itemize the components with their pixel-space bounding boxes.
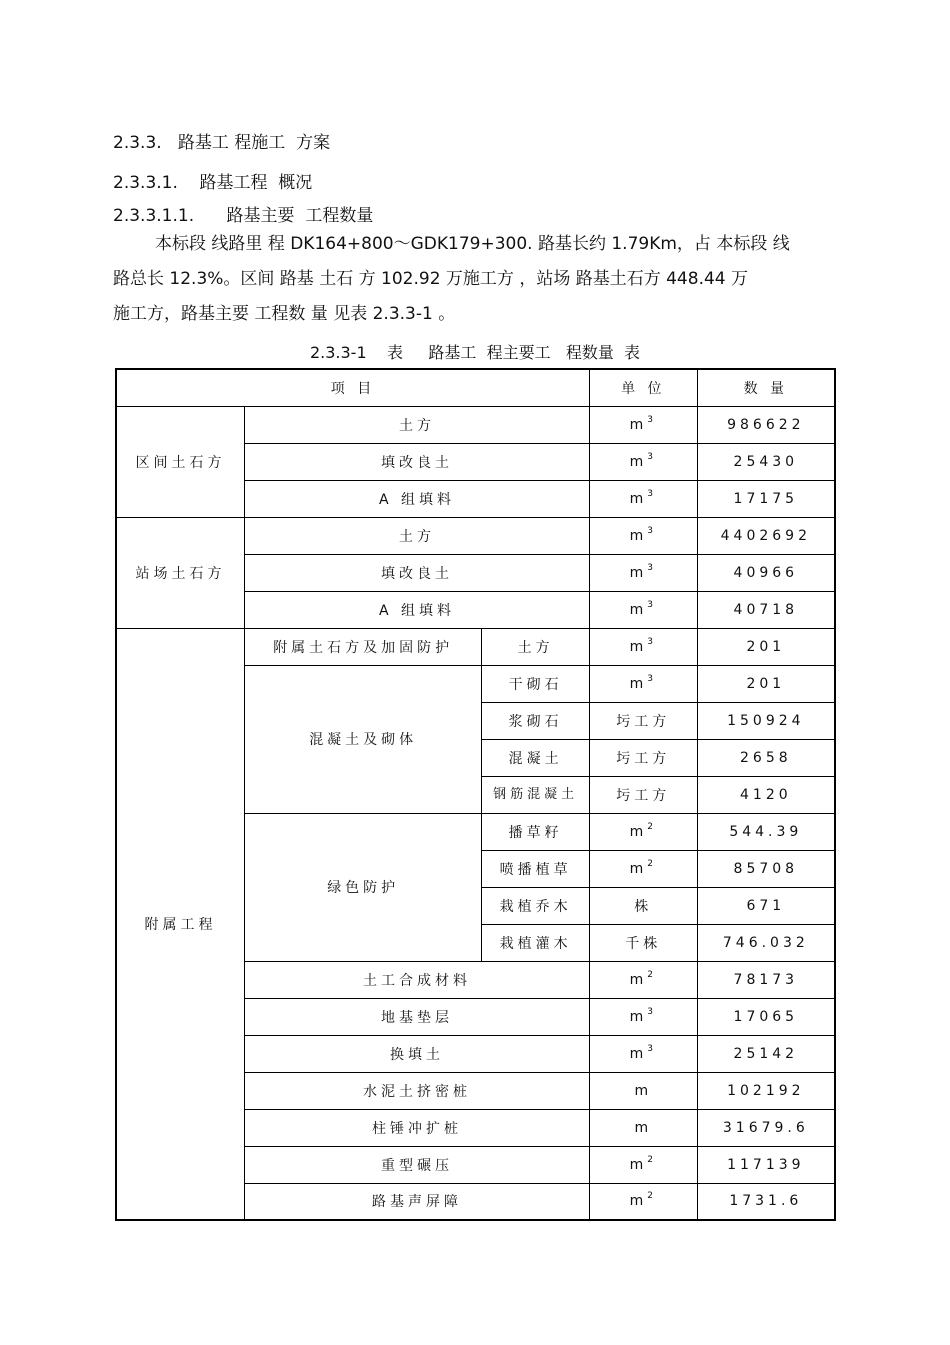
row-unit: $m^3$: [589, 628, 697, 665]
row-qty: 1731.6: [697, 1183, 835, 1220]
header-item: 项 目: [116, 369, 589, 406]
row-name: 干砌石: [482, 665, 590, 702]
row-unit: $m^3$: [589, 998, 697, 1035]
quantity-table: [115, 368, 836, 1221]
row-qty: 201: [697, 665, 835, 702]
group-fushu: 附属工程: [116, 628, 245, 1220]
row-name: 土工合成材料: [245, 961, 590, 998]
row-name: 柱锤冲扩桩: [245, 1109, 590, 1146]
row-name: 土方: [245, 517, 590, 554]
row-name: 填改良土: [245, 554, 590, 591]
row-qty: 17175: [697, 480, 835, 517]
table-header-row: [116, 369, 835, 406]
row-qty: 78173: [697, 961, 835, 998]
row-unit: $m^2$: [589, 850, 697, 887]
row-name: 喷播植草: [482, 850, 590, 887]
row-unit: 千株: [589, 924, 697, 961]
row-qty: 31679.6: [697, 1109, 835, 1146]
row-unit: $m^3$: [589, 406, 697, 443]
paragraph-line: 施工方，路基主要 工程数 量 见表 2.3.3-1 。: [113, 304, 456, 324]
heading-2-3-3-1-1: 2.3.3.1.1. 路基主要 工程数量: [113, 206, 374, 226]
row-name: 混凝土: [482, 739, 590, 776]
row-name: 栽植乔木: [482, 887, 590, 924]
subgroup-fushu-tushi: 附属土石方及加固防护: [245, 628, 482, 665]
row-unit: $m^3$: [589, 443, 697, 480]
row-name: 换填土: [245, 1035, 590, 1072]
group-zhanchang: 站场土石方: [116, 517, 245, 628]
row-unit: 圬工方: [589, 776, 697, 813]
row-qty: 25142: [697, 1035, 835, 1072]
row-qty: 4402692: [697, 517, 835, 554]
row-name: 水泥土挤密桩: [245, 1072, 590, 1109]
row-qty: 102192: [697, 1072, 835, 1109]
row-qty: 201: [697, 628, 835, 665]
row-unit: $m^3$: [589, 480, 697, 517]
table-row: [116, 517, 835, 554]
row-qty: 671: [697, 887, 835, 924]
row-name: 路基声屏障: [245, 1183, 590, 1220]
header-unit: 单 位: [589, 369, 697, 406]
row-qty: 85708: [697, 850, 835, 887]
row-unit: 圬工方: [589, 739, 697, 776]
row-unit: $m^2$: [589, 1146, 697, 1183]
row-unit: m: [589, 1072, 697, 1109]
row-name: A 组填料: [245, 591, 590, 628]
row-name: 栽植灌木: [482, 924, 590, 961]
row-unit: $m^3$: [589, 517, 697, 554]
row-qty: 40718: [697, 591, 835, 628]
heading-2-3-3: 2.3.3. 路基工 程施工 方案: [113, 133, 331, 153]
table-caption: 2.3.3-1 表 路基工 程主要工 程数量 表: [309, 343, 641, 362]
row-name: 填改良土: [245, 443, 590, 480]
heading-2-3-3-1: 2.3.3.1. 路基工程 概况: [113, 173, 313, 193]
row-qty: 544.39: [697, 813, 835, 850]
row-qty: 117139: [697, 1146, 835, 1183]
row-unit: $m^3$: [589, 554, 697, 591]
row-name: 土方: [245, 406, 590, 443]
row-unit: $m^3$: [589, 665, 697, 702]
header-qty: 数 量: [697, 369, 835, 406]
subgroup-hunningtu: 混凝土及砌体: [245, 665, 482, 813]
row-unit: m: [589, 1109, 697, 1146]
row-name: 钢筋混凝土: [482, 776, 590, 813]
table-row: [116, 406, 835, 443]
row-qty: 17065: [697, 998, 835, 1035]
row-unit: $m^3$: [589, 591, 697, 628]
paragraph-line: 路总长 12.3%。区间 路基 土石 方 102.92 万施工方 ，站场 路基土石方 448.44 万: [113, 269, 749, 289]
row-unit: 株: [589, 887, 697, 924]
row-name: 浆砌石: [482, 702, 590, 739]
group-qujian: 区间土石方: [116, 406, 245, 517]
row-qty: 746.032: [697, 924, 835, 961]
row-unit: $m^2$: [589, 961, 697, 998]
row-unit: $m^2$: [589, 813, 697, 850]
row-unit: $m^3$: [589, 1035, 697, 1072]
subgroup-lvse: 绿色防护: [245, 813, 482, 961]
row-qty: 4120: [697, 776, 835, 813]
row-name: 重型碾压: [245, 1146, 590, 1183]
row-name: 土方: [482, 628, 590, 665]
row-name: 播草籽: [482, 813, 590, 850]
body-paragraph: [113, 227, 835, 332]
row-qty: 40966: [697, 554, 835, 591]
row-qty: 25430: [697, 443, 835, 480]
row-name: 地基垫层: [245, 998, 590, 1035]
table-row: [116, 628, 835, 665]
row-unit: $m^2$: [589, 1183, 697, 1220]
row-unit: 圬工方: [589, 702, 697, 739]
row-qty: 2658: [697, 739, 835, 776]
paragraph-line: 本标段 线路里 程 DK164+800～GDK179+300. 路基长约 1.79Km，占 本标段 线: [155, 234, 790, 254]
row-name: A 组填料: [245, 480, 590, 517]
row-qty: 986622: [697, 406, 835, 443]
row-qty: 150924: [697, 702, 835, 739]
